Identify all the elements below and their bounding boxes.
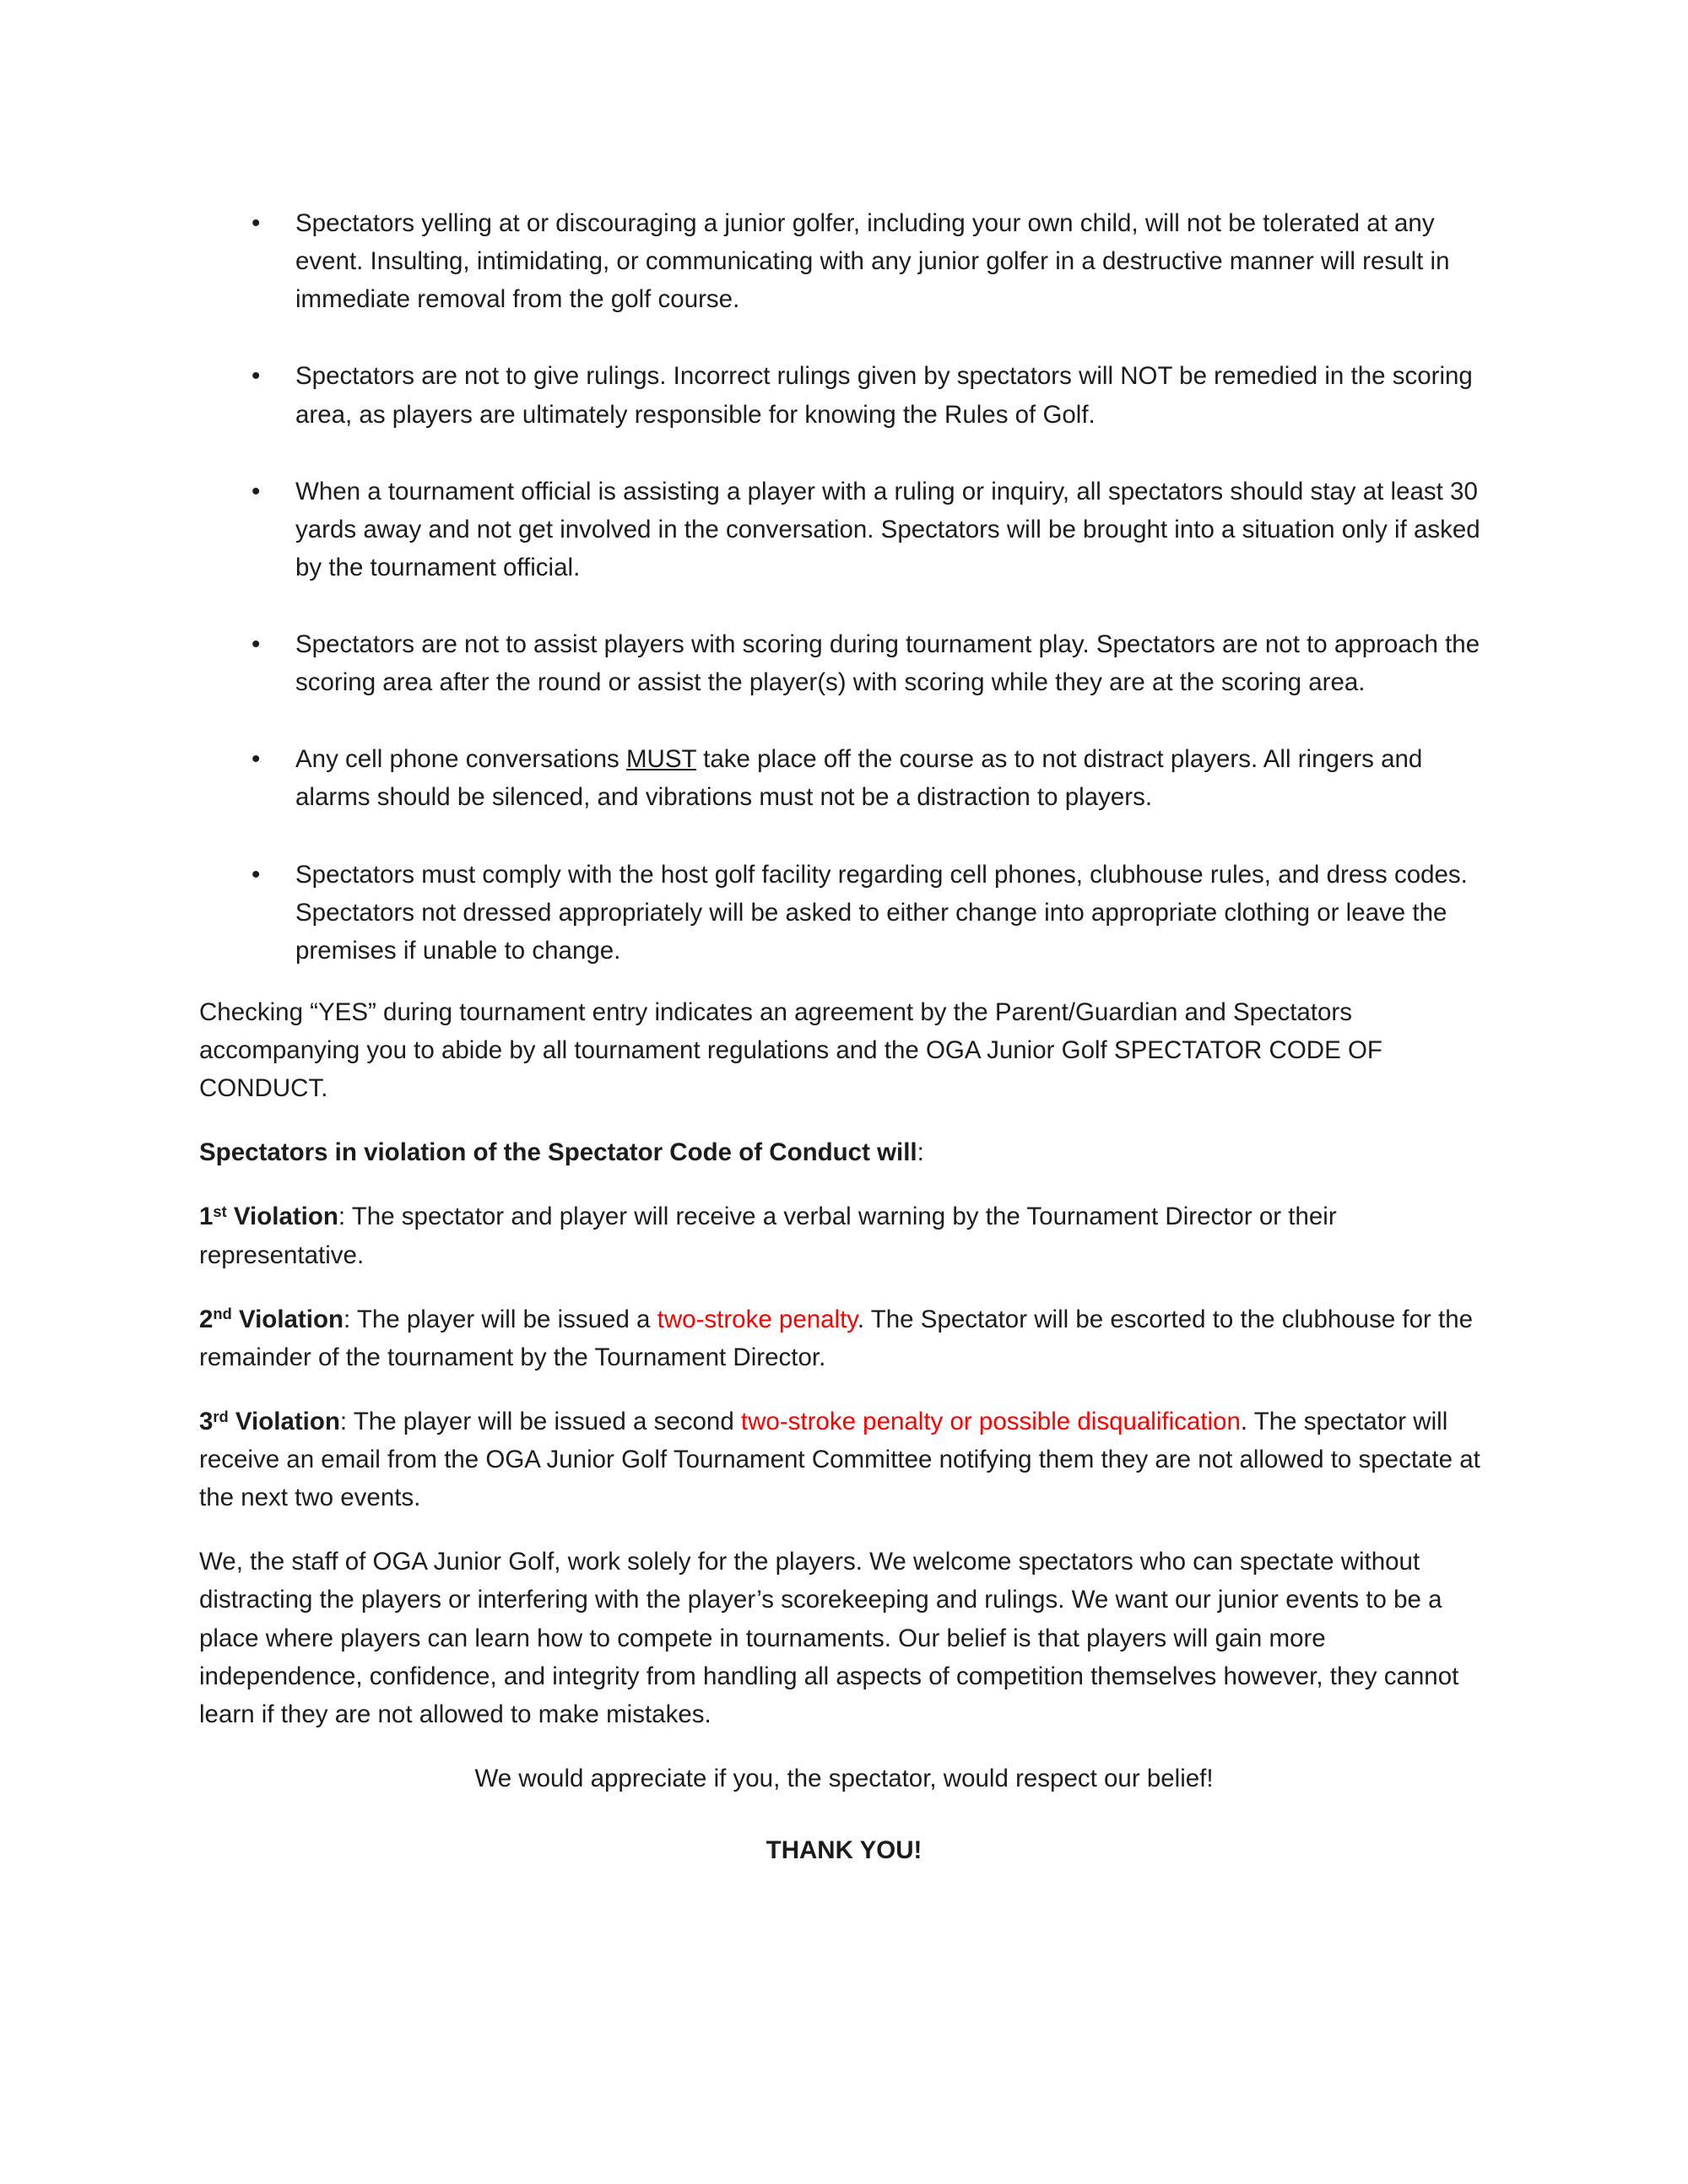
violation-3-label: [199, 1408, 340, 1435]
violation-2-ordinal: nd: [213, 1305, 232, 1323]
violation-2-label: [199, 1306, 344, 1333]
bullet-item-yelling: [199, 204, 1489, 318]
violations-heading: [199, 1133, 1489, 1171]
thank-you-text: THANK YOU!: [766, 1836, 922, 1864]
violation-3-body-pre: : The player will be issued a second: [339, 1407, 741, 1435]
bullet-text: Spectators are not to give rulings. Incorrect rulings given by spectators will NOT be remedied in the scoring area, as players are ultimately responsible for knowing the Rules of Golf.: [295, 362, 1473, 429]
agreement-text: Checking “YES” during tournament entry indicates an agreement by the Parent/Guardian and Spectators accompanying you to abide by all tournament regulations and the OGA Junior Golf SPECTATOR CODE OF CONDUCT.: [199, 997, 1382, 1103]
violation-3-word: Violation: [228, 1407, 340, 1435]
bullet-text-post: take place off the course as to not distract players. All ringers and alarms should be silenced, and vibrations must not be a distraction to players.: [295, 745, 1423, 812]
line-appreciate-belief: [199, 1760, 1489, 1797]
violation-2-word: Violation: [231, 1305, 344, 1333]
paragraph-violation-2: [199, 1300, 1489, 1376]
bullet-item-rulings: [199, 357, 1489, 433]
violations-heading-bold: Spectators in violation of the Spectator Code of Conduct will: [199, 1138, 917, 1167]
line-thank-you: [199, 1831, 1489, 1869]
violation-1-ordinal: st: [213, 1203, 227, 1221]
bullet-item-official-assisting: [199, 473, 1489, 587]
violation-1-number: 1: [199, 1203, 214, 1231]
violation-2-penalty-red-text: two-stroke penalty: [657, 1305, 858, 1333]
violation-3-ordinal: rd: [213, 1407, 229, 1425]
appreciate-text: We would appreciate if you, the spectator, would respect our belief!: [474, 1764, 1214, 1792]
violation-3-penalty-red-text: two-stroke penalty or possible disqualification: [740, 1407, 1241, 1435]
bullet-text: Spectators are not to assist players with scoring during tournament play. Spectators are not to approach the scoring area after the round or assist the player(s) with scoring while they are at the scoring area.: [295, 630, 1480, 697]
violations-heading-colon: :: [917, 1138, 924, 1167]
bullet-item-scoring: [199, 625, 1489, 701]
bullet-item-cell-phones: [199, 740, 1489, 816]
violation-2-body-post: . The Spectator will be escorted to the clubhouse for the remainder of the tournament by the Tournament Director.: [199, 1305, 1474, 1371]
violation-1-body: : The spectator and player will receive a verbal warning by the Tournament Director or their representative.: [199, 1203, 1337, 1269]
paragraph-agreement: [199, 993, 1489, 1107]
bullet-text: Spectators yelling at or discouraging a junior golfer, including your own child, will not be tolerated at any event. Insulting, intimidating, or communicating with any junior golfer in a destructive manner will result in immediate removal from the golf course.: [295, 209, 1450, 314]
bullet-text-pre: Any cell phone conversations: [295, 745, 626, 774]
bullet-text: Spectators must comply with the host golf facility regarding cell phones, clubhouse rules, and dress codes. Spectators not dressed appropriately will be asked to either change into appropriate clothing or leave the premises if unable to change.: [295, 860, 1468, 965]
violation-2-body-pre: : The player will be issued a: [343, 1305, 657, 1333]
violation-1-word: Violation: [226, 1203, 338, 1231]
bullet-item-dress-code: [199, 856, 1489, 970]
paragraph-violation-3: [199, 1403, 1489, 1516]
spectator-rules-bullet-list: [199, 204, 1489, 970]
paragraph-violation-1: [199, 1197, 1489, 1273]
violation-2-number: 2: [199, 1305, 214, 1333]
bullet-text-underlined-must: MUST: [625, 745, 696, 774]
closing-text: We, the staff of OGA Junior Golf, work solely for the players. We welcome spectators who can spectate without distracting the players or interfering with the player’s scorekeeping and rulings. We want our junior events to be a place where players can learn how to compete in tournaments. Our belief is that players will gain more independence, confidence, and integrity from handling all aspects of competition themselves however, they cannot learn if they are not allowed to make mistakes.: [199, 1548, 1459, 1728]
violation-1-label: [199, 1203, 338, 1230]
bullet-text: When a tournament official is assisting a player with a ruling or inquiry, all spectators should stay at least 30 yards away and not get involved in the conversation. Spectators will be brought into a situation only if asked by the tournament official.: [295, 477, 1480, 581]
violation-3-body-post: . The spectator will receive an email from the OGA Junior Golf Tournament Committee notifying them they are not allowed to spectate at the next two events.: [199, 1407, 1480, 1512]
violation-3-number: 3: [199, 1407, 214, 1435]
paragraph-closing-statement: [199, 1543, 1489, 1733]
